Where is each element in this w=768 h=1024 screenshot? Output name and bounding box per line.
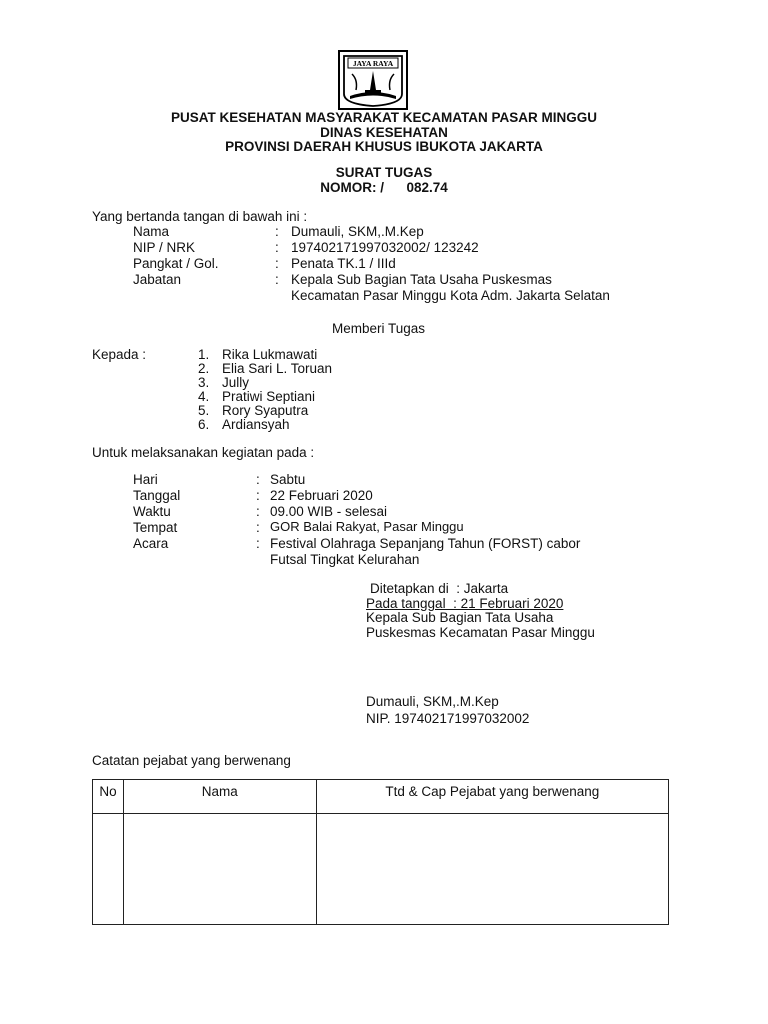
catatan-label: Catatan pejabat yang berwenang <box>92 753 291 768</box>
pada-tanggal: Pada tanggal : 21 Februari 2020 <box>366 596 564 611</box>
colon: : <box>256 504 260 519</box>
colon: : <box>275 224 279 239</box>
memberi-tugas: Memberi Tugas <box>332 321 426 336</box>
colon: : <box>256 520 260 535</box>
colon: : <box>256 488 260 503</box>
signature-name: Dumauli, SKM,.M.Kep <box>366 694 499 709</box>
column-header-ttd: Ttd & Cap Pejabat yang berwenang <box>316 780 668 814</box>
acara-value-1: Festival Olahraga Sepanjang Tahun (FORST) cabor <box>270 536 581 551</box>
person-num: 4. <box>198 389 210 404</box>
table-header-row <box>93 780 669 814</box>
signer-nip-label: NIP / NRK <box>133 240 196 255</box>
catatan-table <box>92 779 669 925</box>
table-cell-no[interactable] <box>93 814 124 925</box>
signer-jabatan-label: Jabatan <box>133 272 182 287</box>
document-title: SURAT TUGAS <box>335 165 433 180</box>
table-cell-ttd[interactable] <box>316 814 668 925</box>
header-line-2: DINAS KESEHATAN <box>320 125 448 140</box>
person-name: Rika Lukmawati <box>222 347 318 362</box>
colon: : <box>256 536 260 551</box>
colon: : <box>275 272 279 287</box>
column-header-no: No <box>93 780 124 814</box>
document-number: NOMOR: / 082.74 <box>320 180 448 195</box>
person-name: Elia Sari L. Toruan <box>222 361 333 376</box>
person-num: 3. <box>198 375 210 390</box>
table-row <box>93 814 669 925</box>
signature-nip: NIP. 197402171997032002 <box>366 711 530 726</box>
colon: : <box>275 240 279 255</box>
signature-jabatan-2: Puskesmas Kecamatan Pasar Minggu <box>366 625 595 640</box>
hari-label: Hari <box>133 472 158 487</box>
signer-jabatan-value-2: Kecamatan Pasar Minggu Kota Adm. Jakarta Selatan <box>291 288 610 303</box>
person-name: Jully <box>222 375 250 390</box>
intro-text: Yang bertanda tangan di bawah ini : <box>92 209 308 224</box>
signer-pangkat-label: Pangkat / Gol. <box>133 256 219 271</box>
tempat-label: Tempat <box>133 520 178 535</box>
person-name: Rory Syaputra <box>222 403 309 418</box>
table-cell-nama[interactable] <box>123 814 316 925</box>
waktu-value: 09.00 WIB - selesai <box>270 504 388 519</box>
column-header-nama: Nama <box>123 780 316 814</box>
acara-value-2: Futsal Tingkat Kelurahan <box>270 552 420 567</box>
signer-nip-value: 197402171997032002/ 123242 <box>291 240 479 255</box>
signer-jabatan-value-1: Kepala Sub Bagian Tata Usaha Puskesmas <box>291 272 552 287</box>
signature-jabatan-1: Kepala Sub Bagian Tata Usaha <box>366 610 554 625</box>
hari-value: Sabtu <box>270 472 306 487</box>
signer-pangkat-value: Penata TK.1 / IIId <box>291 256 396 271</box>
signer-nama-value: Dumauli, SKM,.M.Kep <box>291 224 424 239</box>
tanggal-value: 22 Februari 2020 <box>270 488 373 503</box>
jaya-raya-logo <box>338 50 408 110</box>
acara-label: Acara <box>133 536 169 551</box>
header-line-1: PUSAT KESEHATAN MASYARAKAT KECAMATAN PASAR MINGGU <box>170 110 597 125</box>
tanggal-label: Tanggal <box>133 488 181 503</box>
ditetapkan-di: Ditetapkan di : Jakarta <box>370 581 509 596</box>
person-name: Ardiansyah <box>222 417 290 432</box>
header-line-3: PROVINSI DAERAH KHUSUS IBUKOTA JAKARTA <box>225 139 543 154</box>
colon: : <box>275 256 279 271</box>
person-num: 1. <box>198 347 210 362</box>
colon: : <box>256 472 260 487</box>
person-name: Pratiwi Septiani <box>222 389 316 404</box>
tempat-value: GOR Balai Rakyat, Pasar Minggu <box>270 519 464 534</box>
person-num: 5. <box>198 403 210 418</box>
kegiatan-intro: Untuk melaksanakan kegiatan pada : <box>92 445 315 460</box>
person-num: 6. <box>198 417 210 432</box>
kepada-label: Kepada : <box>92 347 147 362</box>
person-num: 2. <box>198 361 210 376</box>
logo-text: JAYA RAYA <box>352 59 394 68</box>
waktu-label: Waktu <box>133 504 171 519</box>
signer-nama-label: Nama <box>133 224 170 239</box>
